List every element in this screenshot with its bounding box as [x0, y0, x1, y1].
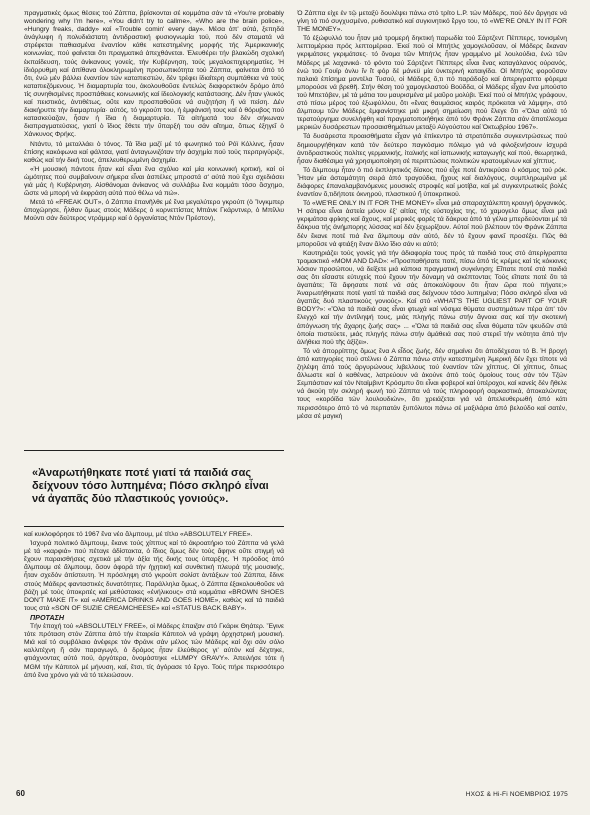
paragraph: Μετά τό «FREAK OUT», ὁ Ζάππα ἐπανῆλθε μέ ἕνα μεγαλύτερο γκρούπ (ὁ Ἴνγκμπερ ἀποχώρησε, ἦλθαν ὅμως στούς Μάδερς ὁ κορνεττίστας Μπάνκ Γκάρντνερ, ὁ Μπίλλυ Μούντι σάν δεύτερος ντράμμερ καί ὁ ὀργανίστας Ντόν Πρέστον), — [24, 199, 284, 223]
left-column — [24, 10, 284, 756]
paragraph: Τήν ἐποχή τού «ABSOLUTELY FREE», οἱ Μάδερς ἐπαιζαν στό Γκάρικ Θηάτερ. Ἔγινε τότε πρόταση στόν Ζάππα ἀπό τήν ἑταιρεία Κάπιτολ νά γράψη ὀρχηστρική μουσική. Μιά καί τό συμβόλαιο ἀνέφερε τόν Φράνκ σάν μέλος τών Μάδερς καί ὄχι σάν σόλο καλλιτέχνη ἤ σάν παραγωγό, ὁ δρόμος ἦταν ἐλεύθερος γι' αὐτόν καί δέχτηκε, φτιάχνοντας αὐτό πού, ἀργότερα, ὀνομάστηκε «LUMPY GRAVY». Ἀπειλήσε τότε ἡ MGM τήν Κάπιτολ μέ μήνυση, καί, ἔτσι, τίς ἀγόρασε τό ἔργο. Τούς πήρε περισσότερο ἀπό ἕνα χρόνο γιά νά τό τελειώσουν. — [24, 623, 284, 679]
paragraph: Ἰσχυρά πολιτικό ἄλμπουμ, ἔκανε τούς χίππυς καί τό ἀκροατήριο τού Ζάππα νά γελά μέ τά «καρφιά» πού πέταγε ἀδίστακτα, ὁ ἴδιος ὅμως δέν τούς ἄφηνε οὔτε στιγμή νά ἔχουν παραισθήσεις σχετικά μέ τήν ἀξία τής δικής τους ὑπαρξης. Ἡ πρόοδος ἀπό ἄλμπουμ σέ ἄλμπουμ, ὅσον ἀφορά τήν ἠχητική καί συνθετική πλευρά τής μουσικής, ἦταν σχεδόν ἀπίστευτη. Ἡ πρόσληψη στό γκρούπ σολίστ ἀντάξιων τού Ζάππα, ἔδινε στούς Μάδερς φανταστικές δυνατότητες. Παράλληλα ὅμως, ὁ Ζάππα ἐξακολουθοῦσε νά βάζη μέ τούς ὑποκριτές καί μεθύστακες «ἐνήλικους» στά κομμάτια «BROWN SHOES DON'T MAKE IT» καί «AMERICA DRINKS AND GOES HOME», καθώς καί τά παιδιά τους στά «SON OF SUZIE CREAMCHEESE» καί «STATUS BACK BABY». — [24, 540, 284, 612]
left-column-bottom-text — [24, 531, 284, 756]
paragraph: Τό «WE'RE ONLY IN IT FOR THE MONEY» εἶναι μιά σπαραχτάλεπτη κραυγή ὀργανικός. Ἡ σάτιρα εἶναι ἀστεία μόνον ἐξ' αἰτίας τής εὐστοχίας της, τό χαμογελο ὅμως εἶναι μιά γκριμάτσα φρίκης καί ἄχους, καί μερικές φορές τά δάκρυα ἀπό τά γέλια μπερδεύονται μέ τά δάκρυα τής ἀνήμπορης λύσσας καί δέν ξεχωρίζουν. Αὐτοί πού βλέπουν τόν Φράνκ Ζάππα δέν ἔκανε ποτέ πιά ἕνα ἄλμπουμ σάν αὐτό, δέν τό ἔχουν φανεῖ προσέξει. Πῶς θά μποροῦσε νά φτιάξη ἕναν ἄλλο ἴδιο σάν κι αὐτό; — [297, 200, 567, 248]
divider-rule — [24, 526, 284, 527]
pull-quote: «Ἀναρωτήθηκατε ποτέ γιατί τά παιδιά σας δείχνουν τόσο λυπημένα; Πόσο σκληρό εἶναι νά ἀγαπᾶς δύο πλαστικούς γονιούς». — [32, 467, 269, 505]
right-column — [297, 10, 567, 780]
paragraph: Ὁ Ζάππα εἶχε ἐν τῷ μεταξύ δουλέψει πάνω στό τρίτο L.P. τών Μάδερς, πού δέν ἄργησε νά γίνη τό πιό συγχυσμένο, ρυθισατικό καί συγκινητικό ἔργο του, τό «WE'RE ONLY IN IT FOR THE MONEY». — [297, 10, 567, 34]
paragraph: Καυτηριάζει τούς γονείς γιά τήν ἀδιαφορία τους πρός τά παιδιά τους στό ἀπερίγραπτα τρομακτικό «MOM AND DAD»: «Προσπαθήσατε ποτέ, πίσω ἀπό τίς κρέμες καί τίς κόκκινες λόσιον προσώπου, νά δείξετε μιά κάποια πραγματική συγκίνηση; Εἴπατε ποτέ στά παιδιά σας ὅτι εἴσαστε εὐτυχείς πού ἔχουν τήν δύναμη νά σκέπτονται; Τούς εἴπατε ποτέ ὅτι τά ἀγαπάτε; Τά ἄφησατε ποτέ νά σάς ἀποκαλύψουν ὅτι ἦταν ὥρα πού πήγατε;» Ἀναρωτήθηκατε ποτέ γιατί τά παιδιά σας δείχνουν τόσο λυπημένα; Πόσο σκληρό εἶναι νά ἀγαπᾶς δυό πλαστικούς γονιούς». Καί στό «WHAT'S THE UGLIEST PART OF YOUR BODY?»: «Ὅλα τά παιδιά σας εἶναι φτωχά καί νόσιμα θύματα συστημάτων πέρα ἀπ' τόν ἔλεγχό καί τήν ἀντίληψή τους, μιάς πληγής πάνω στήν ἄγνοια σας καί τήν σκοτεινή ἀπόγνωση τής ἄχαρης ζωής σας» ... «Ὅλα τά παιδιά σας εἶναι θύματα τῶν ψευδῶν στά ὁποία πιστεύετε, μιάς πληγής πάνω στήν ἀμάθειά σας πού στερεῖ τήν νεότητα ἀπό τήν ἀλήθεια πού τῆς ἀξίζει». — [297, 249, 567, 346]
left-column-top-text — [24, 10, 284, 446]
paragraph: «Ἡ μουσική πάντοτε ἦταν καί εἶναι ἕνα σχόλιο καί μία κοινωνική κριτική, καί οἱ ὠμότητες πού συμβαίνουν σήμερα εἶναι ἀσπέλες μπροστά σ' αὐτά πού ἔχει σχεδιάσει γιά μάς ἡ Κυβέρνηση. Αἰσθάνομαι ἀνίκανος νά συλλάβω ἕνα κομμάτι τόσο ἄσχημο, ὥστε νά μπορή νά ἐκφράση αὐτά πού θέλω νά πώ». — [24, 165, 284, 198]
paragraph: Τό νά ἀπορρίπτης ὅμως ἕνα Α εἶδος ζωής, δέν σημαίνει ὅτι ἀποδέχεσαι τό Β. Ἡ βροχή ἀπό κατηγορίες πού στέλνει ὁ Ζάππα πάνω στήν κατεστημένη Ἀμερική δέν ἔχει τίποτε νά ζηλέψη ἀπό τούς ἀργυρώνους λιβελλους τού ἐναντίον τῶν χίππυς. Οἱ χίππυς, ὅπως ἄλλωστε καί ὁ καθένας, λατρεύουν νά ἀκούνε ἀπό τούς ὁμοίους τους σάν τόν Τζών Σεμπάστιαν καί τόν Νταϊμβιντ Κρόσμπυ ὅτι εἶναι φοβεροί καί ὑπέροχοι, καί κανείς δέν ἤθελε νά ἀκούη τήν σκληρή φωνή τού Ζάππα νά τούς πληροφορή σαρκαστικά, ἀποκαλώντας τους «κορόϊδα τών λουλουδιών», ὅτι χρειάζεται γιά νά ἀπελευθερωθή ἀπό κάτι περισσότερο ἀπό τό νά περπατάν ξυπόλυτοι πάνω σέ μαξιλάρια ἀπό βελούδο καί σατέν, μέσα σέ μαγική — [297, 347, 567, 420]
paragraph: Τά δυσάρεστα προαισθήματα εἶχαν γιά ἐπίκεντρο τά στρατόπεδα συγκεντρώσεως πού δημιουργήθηκαν κατά τόν δεύτερο παγκόσμιο πόλεμο γιά νά φιλοξενήσουν ἰσχυρά ἀντιδραστικούς πολίτες γερμανικής, ἰταλικής καί ἰαπωνικής καταγωγής καί πού, θεωρητικά, ἦσαν διαθέσιμα γιά χρησιμοποίηση σέ περιπτώσεις πολιτικών κρατουμένων καί χίππυς. — [297, 133, 567, 165]
divider-rule — [24, 450, 284, 451]
page-number: 60 — [16, 789, 25, 798]
paragraph: Τό ἄλμπουμ ἦταν ὁ πιό ἐκπληκτικός δίσκος πού εἶχε ποτέ ἀντικρύσει ὁ κόσμος τού ρόκ. Ἦταν μία ἀσταμάτητη σειρά ἀπό τραγούδια, ἤχους καί διαλόγους, συμπληρωμένα μέ διάφορες ἐπαναλαμβανόμενες μουσικές στροφές καί μοτίβα, καί μέ συγκεντρωτικές βολές ἐναντίον ὅ,τιδήποτε ὀκνηρού, πλαστικού ἤ ὑποκριτικού. — [297, 166, 567, 199]
paragraph: πραγματικές όμως θέσεις τού Ζάππα, βρίσκονται σέ κομμάτια σάν τά «You're probably wondering why I'm here», «You didn't try to callme», «Who are the brain police», «Hungry freaks, daddy» καί «Trouble comin' every day». Μέσα ἀπ' αὐτά, ξεπηδά ἀνάγλυφη ἡ πολυδιάστατη ἀντιδραστική φυσιογνωμία τού, πού δέν σταματά νά στρέφεται παθιασμένα ἐναντίον κάθε κατεστημένης μορφής τής Ἀμερικανικής κοινωνίας, πού φαίνεται ὅτι πραγματικά ἀπεχθάνεται. Ἐλευθέρει τήν βλακώδη σχολική ἐκπαίδευση, τούς ἀνίκανους γονείς, τήν Κυβέρνηση, τούς μεγαλοεπιχειρηματίες. Ἡ ἰδιόρρυθμη καί ἀπίθανα ὁλοκληρωμένη προσωπικότητα τού Ζάππα, φαίνεται ἀπό τό ὅτι, ἐνώ μέν βάλλει ἐναντίον τών καταπιεστών, δέν τρέφει ἰδιαίτερη συμπάθεια νά τούς καταπιεζόμενους. Ἡ διαμαρτυρία του, ἀκολουθοῦσε ἐντελώς διαφορετικόν δρόμο ἀπό τίς συνηθισμένες προσπάθειες κοινωνικής καί ἰδεολογικής κατάστασης. Δέν ἦταν γλυκός καί πειστικός, ἀντιθέτως, οὔτε καν προσπαθοῦσε νά συζητήση ἤ νά πείση. Δέν διακήρυττε τήν διαμαρτυρία· αὐτός, τό γκρούπ του, ἡ ἐμφάνισή τους καί ὁ θόρυβος πού κατασκεύαζαν, ἦσαν ἡ ἴδια ἡ διαμαρτυρία. Τά αἰτήματά του δέν σήκωναν διαπραγματεύσεις, γιατί ὁ ἴδιος ἔθετε τήν ὕπαρξή του σάν αἴτημα, ὅπως ἐξηγεῖ ὁ Χάνκυνος Φρήκς. — [24, 10, 284, 139]
paragraph: Ντάντυ, τό μεταλλάει ὁ τόνος. Τά ἴδια μαζί μέ τό φωνητικό τού Ρόϊ Κόλλινς, ἦσαν ἐπίσης κακόφωνα καί φάλτσα, γιατί ἀνταγωνιζόταν τήν ἀσχημία πού τούς περιτριγύριζε, καθώς καί τήν δική τους, ἀπελευθερωμένη ἀσχημία. — [24, 140, 284, 164]
paragraph: Τό ἐξώφυλλό του ἦταν μιά τρομερή δηκτική παρωδία τού Σάρτζεντ Πέππερς, τονισμένη λεπτομέρεια πρός λεπτομέρεια. Ἐκεί πού οἱ Μπήτλς χαμογελοῦσαν, οἱ Μάδερς ἔκαναν γκριμάτσες γκριμάτσες· τό ὄνομα τῶν Μπήτλς ἦταν γραμμένο μέ λουλούδια, ἐνώ τῶν Μάδερς μέ λαχανικά· τό φόντο τού Σάρτζεντ Πέππερς εἶναι ἕνας καταγάλανος οὐρανός, ἐνώ τού Γουϊρ ὀνλυ ἴν ἴτ φόρ δέ μάνεϋ μία ὑνκτερινή καταιγίδα. Οἱ Μπήτλς φοροῦσαν παλαιά ἐπίσημα μοντέλα Τυσού, οἱ Μάδερς ὅ,τι πό παράδοξο καί ἀπεριγραπτο φόρεμα μπορούσε νά βρεθῆ. Στήν θέση τού χαμογελαστού Βούδδα, οἱ Μάδερς εἶχαν ἕνα μπούστο τού Μπετόβεν, μέ τά μάτια του μαυρισμένα μέ μαῦρο μολύβι. Ἐκεί πού οἱ Μπήτλς γράφουν, στό πίσω μέρος τού ἐξωφύλλου, ὅτι «ἕνας θαυμάσιος καιρός πρόκειται νά λάμψη», στό ἄλμπουμ τῶν Μάδερς ἐμφανίστηκε μιά μικρή σημείωση πού ἔλεγε ὅτι «Ὅλα αὐτά τό τερατούργημα συνελήφθη καί πραγματοποιήθηκε ἀπό τόν Φράνκ Ζάππα σάν ἀποτέλεσμα μερικών δυσάρεστων προσαισθημάτων μεταξύ Αὐγούστου καί Ὀκτωβρίου 1967». — [297, 35, 567, 132]
section-subhead: ΠΡΟΤΑΣΗ — [30, 612, 65, 622]
publication-footer: ΗΧΟΣ & Hi-Fi ΝΟΕΜΒΡΙΟΣ 1975 — [465, 791, 568, 798]
paragraph: καί κυκλοφόρησε τό 1967 ἕνα νέο ἄλμπουμ, μέ τίτλο «ABSOLUTELY FREE». — [24, 531, 253, 538]
